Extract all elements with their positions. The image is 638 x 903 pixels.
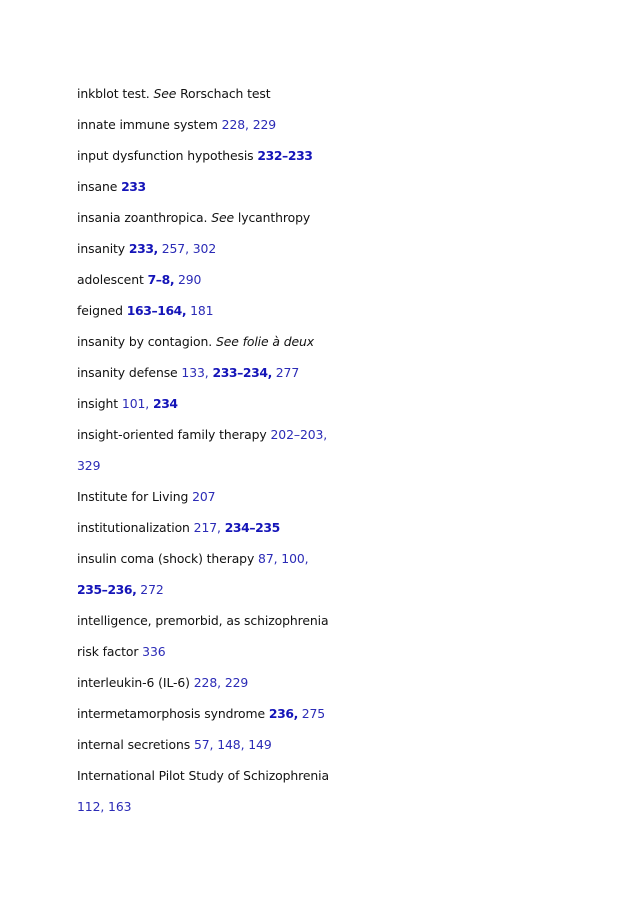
page-reference-link[interactable]: 228	[221, 117, 246, 132]
index-entry	[77, 388, 597, 419]
index-entry	[77, 512, 597, 543]
reference-separator: ,	[204, 365, 209, 380]
index-entry	[77, 264, 597, 295]
page-reference-link[interactable]: 181	[190, 303, 214, 318]
page-reference-link[interactable]: 234	[152, 396, 178, 411]
index-term: insanity defense	[77, 365, 178, 380]
reference-separator: ,	[169, 272, 175, 287]
index-term: interleukin-6 (IL-6)	[77, 675, 190, 690]
reference-separator: ,	[293, 706, 298, 721]
see-reference-label: See	[215, 334, 239, 349]
reference-separator: ,	[267, 365, 272, 380]
index-entry	[77, 171, 597, 202]
index-entry	[77, 636, 597, 667]
index-entry	[77, 233, 597, 264]
index-entry	[77, 543, 597, 574]
reference-separator: ,	[217, 520, 221, 535]
index-term: institutionalization	[77, 520, 190, 535]
index-entry	[77, 698, 597, 729]
page-reference-link[interactable]: 329	[77, 458, 101, 473]
page-reference-link[interactable]: 233	[128, 241, 154, 256]
page-reference-link[interactable]: 233	[121, 179, 146, 194]
index-term: insight-oriented family therapy	[77, 427, 267, 442]
page-reference-link[interactable]: 7–8	[147, 272, 170, 287]
page-reference-link[interactable]: 163–164	[126, 303, 182, 318]
see-reference-target: Rorschach test	[180, 86, 271, 101]
page-reference-link[interactable]: 228	[193, 675, 218, 690]
see-reference-target: folie à deux	[242, 334, 314, 349]
reference-separator: ,	[245, 117, 249, 132]
index-term: insulin coma (shock) therapy	[77, 551, 255, 566]
index-entry	[77, 605, 597, 636]
reference-separator: ,	[217, 675, 221, 690]
page-reference-link[interactable]: 234–235	[224, 520, 280, 535]
reference-separator: ,	[240, 737, 245, 752]
index-term: intelligence, premorbid, as schizophrenia	[77, 613, 329, 628]
page-reference-link[interactable]: 257	[161, 241, 186, 256]
index-entry	[77, 357, 597, 388]
index-entry	[77, 109, 597, 140]
index-entry	[77, 295, 597, 326]
page-reference-link[interactable]: 290	[177, 272, 202, 287]
index-page	[77, 78, 597, 822]
index-term: insight	[77, 396, 119, 411]
reference-separator: ,	[181, 303, 187, 318]
index-entry	[77, 450, 597, 481]
index-term: International Pilot Study of Schizophrenia	[77, 768, 329, 783]
index-entry	[77, 78, 597, 109]
index-term: Institute for Living	[77, 489, 189, 504]
see-reference-label: See	[153, 86, 177, 101]
page-reference-link[interactable]: 272	[140, 582, 164, 597]
page-reference-link[interactable]: 149	[248, 737, 272, 752]
see-reference-target: lycanthropy	[237, 210, 311, 225]
page-reference-link[interactable]: 302	[192, 241, 217, 256]
index-entry	[77, 481, 597, 512]
index-term: innate immune system	[77, 117, 218, 132]
index-entry	[77, 202, 597, 233]
page-reference-link[interactable]: 87	[258, 551, 274, 566]
page-reference-link[interactable]: 57	[193, 737, 210, 752]
page-reference-link[interactable]: 275	[301, 706, 326, 721]
index-entry	[77, 419, 597, 450]
index-term: internal secretions	[77, 737, 191, 752]
page-reference-link[interactable]: 207	[192, 489, 216, 504]
index-entry	[77, 729, 597, 760]
index-term: risk factor	[77, 644, 139, 659]
page-reference-link[interactable]: 232–233	[257, 148, 313, 163]
page-reference-link[interactable]: 133	[181, 365, 205, 380]
index-entry	[77, 791, 597, 822]
page-reference-link[interactable]: 163	[108, 799, 132, 814]
index-term: insane	[77, 179, 118, 194]
page-reference-link[interactable]: 236	[268, 706, 294, 721]
index-term: input dysfunction hypothesis	[77, 148, 254, 163]
reference-separator: ,	[100, 799, 105, 814]
reference-separator: ,	[132, 582, 137, 597]
page-reference-link[interactable]: 100	[281, 551, 305, 566]
page-reference-link[interactable]: 101	[121, 396, 146, 411]
page-reference-link[interactable]: 235–236	[77, 582, 133, 597]
see-reference-label: See	[211, 210, 235, 225]
page-reference-link[interactable]: 148	[217, 737, 241, 752]
index-term: insanity	[77, 241, 126, 256]
page-reference-link[interactable]: 112	[77, 799, 101, 814]
reference-separator: ,	[273, 551, 278, 566]
page-reference-link[interactable]: 202–203	[270, 427, 324, 442]
index-term: feigned	[77, 303, 123, 318]
index-entry	[77, 140, 597, 171]
index-term: inkblot test.	[77, 86, 150, 101]
trailing-comma: ,	[304, 551, 309, 566]
index-term: intermetamorphosis syndrome	[77, 706, 266, 721]
index-entry	[77, 667, 597, 698]
page-reference-link[interactable]: 229	[224, 675, 249, 690]
page-reference-link[interactable]: 277	[275, 365, 300, 380]
page-reference-link[interactable]: 336	[142, 644, 166, 659]
reference-separator: ,	[153, 241, 158, 256]
reference-separator: ,	[185, 241, 189, 256]
index-term: insanity by contagion.	[77, 334, 213, 349]
page-reference-link[interactable]: 233–234	[212, 365, 268, 380]
index-term: adolescent	[77, 272, 144, 287]
index-entry	[77, 326, 597, 357]
trailing-comma: ,	[323, 427, 328, 442]
reference-separator: ,	[209, 737, 214, 752]
page-reference-link[interactable]: 229	[252, 117, 277, 132]
index-entry	[77, 574, 597, 605]
index-term: insania zoanthropica.	[77, 210, 208, 225]
page-reference-link[interactable]: 217	[193, 520, 218, 535]
reference-separator: ,	[145, 396, 150, 411]
index-entry	[77, 760, 597, 791]
